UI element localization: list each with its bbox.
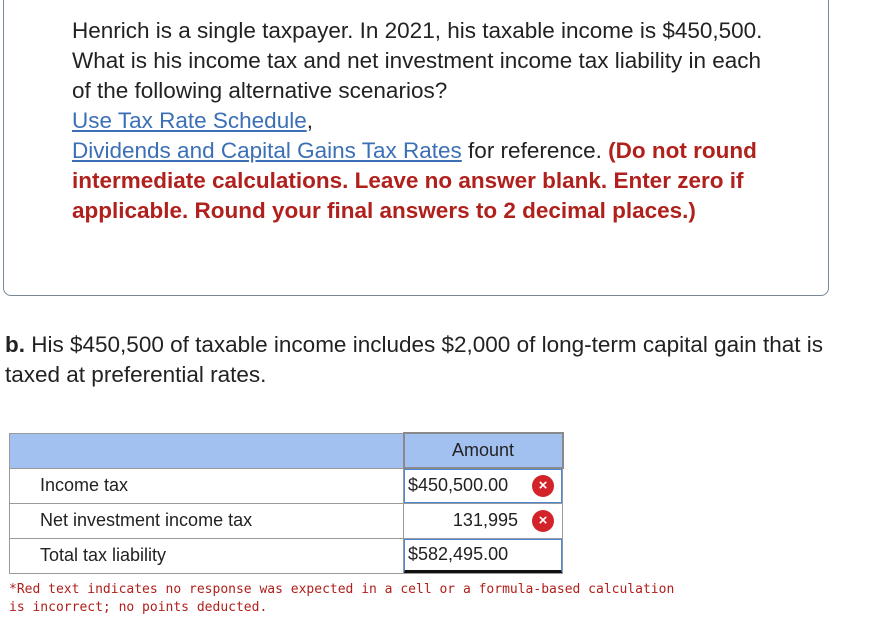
part-b-prompt [5, 330, 875, 390]
niit-cell [404, 503, 563, 538]
part-b-label: b. [5, 332, 25, 357]
row-label-total: Total tax liability [10, 538, 404, 573]
incorrect-x-icon: × [532, 510, 554, 532]
income-tax-cell [404, 468, 563, 503]
table-row [10, 468, 563, 503]
table-row [10, 503, 563, 538]
total-value: $582,495.00 [408, 544, 509, 564]
dividends-capital-gains-link[interactable]: Dividends and Capital Gains Tax Rates [72, 138, 462, 163]
income-tax-value: $450,500.00 [408, 475, 509, 496]
question-text [72, 16, 772, 226]
header-blank-cell [10, 433, 404, 468]
row-label-niit: Net investment income tax [10, 503, 404, 538]
footnote: *Red text indicates no response was expected in a cell or a formula-based calculation is incorrect; no points deducted. [9, 582, 675, 615]
answer-table [9, 432, 564, 574]
part-b-text: His $450,500 of taxable income includes $2,000 of long-term capital gain that is taxed at preferential rates. [5, 332, 823, 387]
row-label-income-tax: Income tax [10, 468, 404, 503]
table-row [10, 538, 563, 573]
table-header-row [10, 433, 563, 468]
amount-header: Amount [404, 433, 563, 468]
link-separator: , [306, 108, 313, 133]
question-intro: Henrich is a single taxpayer. In 2021, his taxable income is $450,500. What is his income tax and net investment income tax liability in each of the following alternative scenarios? [72, 18, 763, 103]
niit-value: 131,995 [452, 510, 518, 530]
incorrect-x-icon: × [532, 475, 554, 497]
tax-rate-schedule-link[interactable]: Use Tax Rate Schedule [72, 108, 307, 133]
total-cell [404, 538, 563, 573]
total-value-field [404, 539, 562, 573]
instructions-text: (Do not round intermediate calculations. Leave no answer blank. Enter zero if applicable. Round your final answers to 2 decimal places.) [72, 138, 757, 223]
for-reference-text: for reference. [461, 138, 609, 163]
